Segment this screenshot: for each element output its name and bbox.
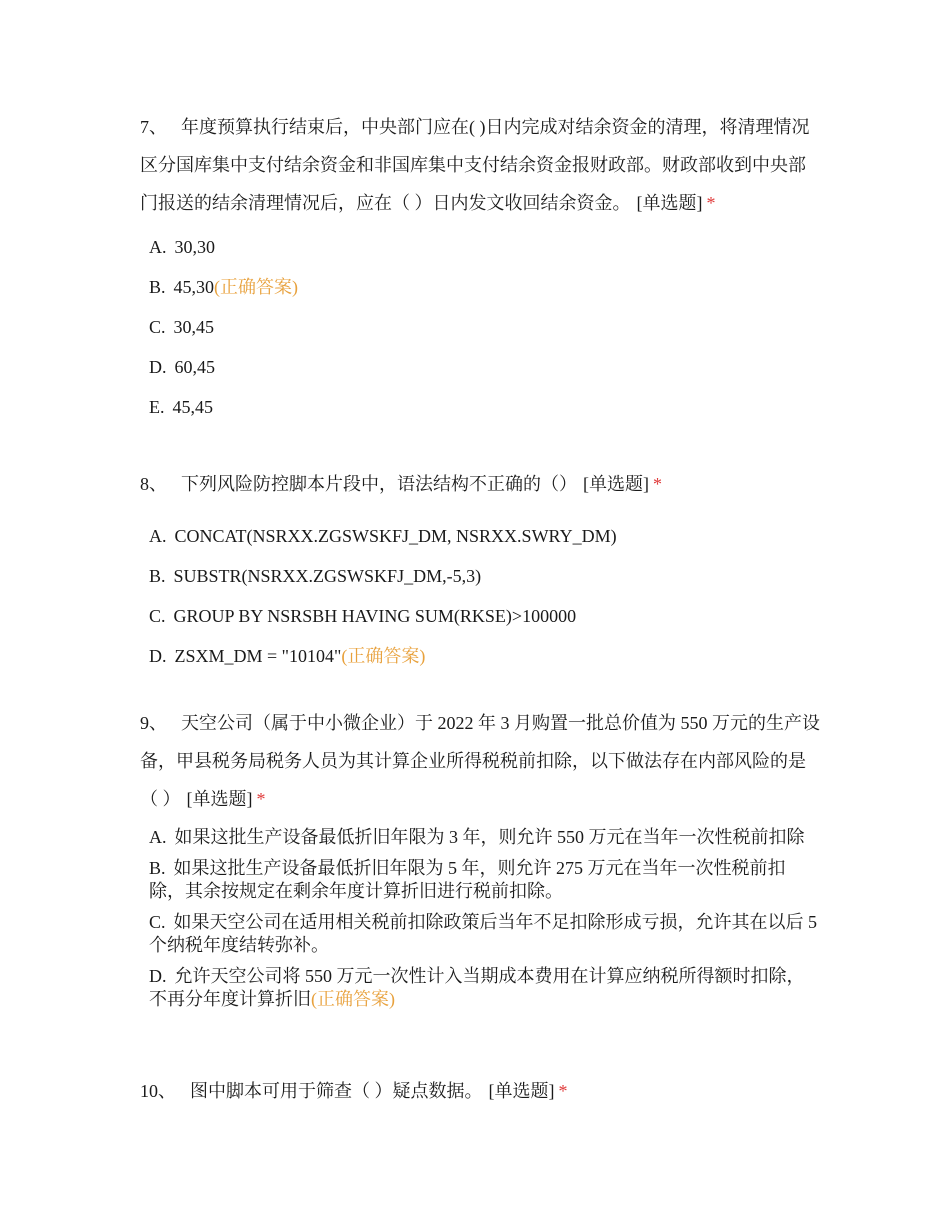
question-stem bbox=[140, 1072, 820, 1110]
question-stem bbox=[140, 465, 820, 503]
option-letter: C. bbox=[149, 317, 166, 337]
question-type: [单选题] bbox=[488, 1081, 555, 1101]
question-number: 7、 bbox=[140, 117, 167, 137]
option-text: 如果天空公司在适用相关税前扣除政策后当年不足扣除形成亏损，允许其在以后 5 个纳税年度结转弥补。 bbox=[149, 912, 818, 955]
correct-answer-mark: (正确答案) bbox=[214, 277, 299, 297]
question-number: 10、 bbox=[140, 1081, 176, 1101]
option-letter: D. bbox=[149, 357, 167, 377]
question-text: 天空公司（属于中小微企业）于 2022 年 3 月购置一批总价值为 550 万元的生产设备，甲县税务局税务人员为其计算企业所得税税前扣除，以下做法存在内部风险的是（ ） bbox=[140, 713, 820, 809]
question-9 bbox=[140, 704, 820, 1019]
option-letter: D. bbox=[149, 966, 167, 986]
required-marker: * bbox=[706, 193, 716, 213]
option-list bbox=[140, 227, 820, 427]
option-c[interactable] bbox=[149, 307, 820, 347]
question-text: 下列风险防控脚本片段中，语法结构不正确的（） bbox=[181, 474, 577, 494]
option-list bbox=[140, 516, 820, 676]
required-marker: * bbox=[653, 474, 662, 494]
correct-answer-mark: (正确答案) bbox=[311, 989, 395, 1009]
option-letter: B. bbox=[149, 277, 166, 297]
option-d[interactable] bbox=[149, 347, 820, 387]
option-a[interactable] bbox=[149, 516, 820, 556]
option-text: 30,45 bbox=[173, 317, 215, 337]
option-letter: B. bbox=[149, 858, 166, 878]
option-list bbox=[140, 826, 820, 1011]
question-stem bbox=[140, 108, 820, 222]
option-text: 允许天空公司将 550 万元一次性计入当期成本费用在计算应纳税所得额时扣除，不再分年度计算折旧 bbox=[149, 966, 805, 1009]
option-a[interactable] bbox=[149, 227, 820, 267]
option-e[interactable] bbox=[149, 387, 820, 427]
option-text: 60,45 bbox=[174, 357, 215, 377]
correct-answer-mark: (正确答案) bbox=[341, 646, 426, 666]
option-text: 45,45 bbox=[172, 397, 213, 417]
option-a[interactable] bbox=[149, 826, 820, 849]
option-text: SUBSTR(NSRXX.ZGSWSKFJ_DM,-5,3) bbox=[173, 566, 482, 586]
option-b[interactable] bbox=[149, 556, 820, 596]
required-marker: * bbox=[558, 1081, 568, 1101]
question-text: 图中脚本可用于筛查（ ）疑点数据。 bbox=[190, 1081, 483, 1101]
question-type: [单选题] bbox=[186, 789, 253, 809]
required-marker: * bbox=[256, 789, 266, 809]
option-letter: C. bbox=[149, 606, 166, 626]
option-c[interactable] bbox=[149, 911, 820, 957]
question-type: [单选题] bbox=[636, 193, 703, 213]
option-b[interactable] bbox=[149, 267, 820, 307]
question-10 bbox=[140, 1072, 820, 1110]
question-text: 年度预算执行结束后，中央部门应在( )日内完成对结余资金的清理，将清理情况区分国库集中支付结余资金和非国库集中支付结余资金报财政部。财政部收到中央部门报送的结余清理情况后，应在（ ）日内发文收回结余资金。 bbox=[140, 117, 810, 213]
option-text: GROUP BY NSRSBH HAVING SUM(RKSE)>100000 bbox=[173, 606, 577, 626]
question-stem bbox=[140, 704, 820, 818]
question-number: 9、 bbox=[140, 713, 167, 733]
option-b[interactable] bbox=[149, 857, 820, 903]
option-letter: D. bbox=[149, 646, 167, 666]
option-letter: A. bbox=[149, 526, 167, 546]
option-d[interactable] bbox=[149, 965, 820, 1011]
option-letter: A. bbox=[149, 237, 167, 257]
question-type: [单选题] bbox=[583, 474, 649, 494]
question-7 bbox=[140, 108, 820, 427]
option-text: 45,30 bbox=[173, 277, 215, 297]
option-text: 如果这批生产设备最低折旧年限为 3 年，则允许 550 万元在当年一次性税前扣除 bbox=[174, 827, 805, 847]
option-d[interactable] bbox=[149, 636, 820, 676]
option-letter: C. bbox=[149, 912, 166, 932]
option-letter: A. bbox=[149, 827, 167, 847]
option-c[interactable] bbox=[149, 596, 820, 636]
question-8 bbox=[140, 465, 820, 676]
option-text: 如果这批生产设备最低折旧年限为 5 年，则允许 275 万元在当年一次性税前扣除，其余按规定在剩余年度计算折旧进行税前扣除。 bbox=[149, 858, 786, 901]
option-text: CONCAT(NSRXX.ZGSWSKFJ_DM, NSRXX.SWRY_DM) bbox=[174, 526, 617, 546]
option-letter: E. bbox=[149, 397, 165, 417]
option-text: 30,30 bbox=[174, 237, 215, 257]
question-number: 8、 bbox=[140, 474, 167, 494]
option-text: ZSXM_DM = "10104" bbox=[174, 646, 342, 666]
option-letter: B. bbox=[149, 566, 166, 586]
